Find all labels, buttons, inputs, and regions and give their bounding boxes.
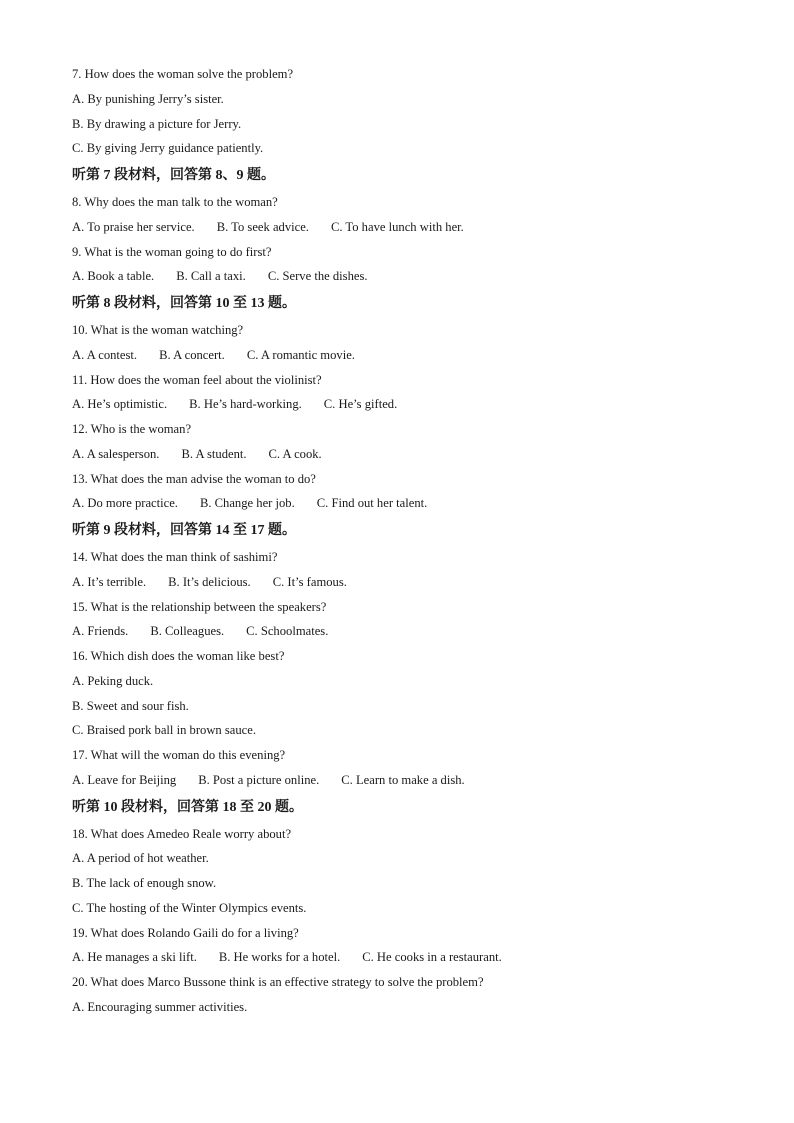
question-text: 15. What is the relationship between the speakers? bbox=[72, 599, 327, 614]
question-text: 20. What does Marco Bussone think is an effective strategy to solve the problem? bbox=[72, 975, 484, 989]
answer-option: B. Change her job. bbox=[199, 496, 295, 511]
answer-option: B. It’s delicious. bbox=[168, 574, 251, 589]
answer-option: A. Do more practice. bbox=[72, 496, 178, 511]
answer-option: C. Serve the dishes. bbox=[267, 269, 368, 284]
option-row bbox=[72, 136, 752, 161]
question-text: 7. How does the woman solve the problem? bbox=[72, 67, 294, 81]
answer-option: C. He’s gifted. bbox=[323, 397, 398, 412]
option-row bbox=[72, 112, 752, 137]
question-text: 8. Why does the man talk to the woman? bbox=[72, 195, 278, 209]
question-text: 11. How does the woman feel about the violinist? bbox=[72, 372, 322, 387]
answer-option: C. Find out her talent. bbox=[316, 496, 428, 511]
question-text: 13. What does the man advise the woman to do? bbox=[72, 471, 316, 486]
option-row bbox=[72, 491, 752, 516]
section-heading: 听第 8 段材料，回答第 10 至 13 题。 bbox=[72, 296, 296, 311]
answer-option: B. The lack of enough snow. bbox=[72, 876, 217, 890]
answer-option: B. Post a picture online. bbox=[198, 772, 320, 787]
answer-option: A. By punishing Jerry’s sister. bbox=[72, 91, 224, 106]
option-row bbox=[72, 392, 752, 417]
option-row bbox=[72, 768, 752, 793]
option-row bbox=[72, 995, 752, 1020]
answer-option: C. To have lunch with her. bbox=[330, 219, 464, 234]
answer-option: A. Encouraging summer activities. bbox=[72, 999, 248, 1014]
answer-option: A. A salesperson. bbox=[72, 446, 160, 461]
answer-option: A. To praise her service. bbox=[72, 219, 195, 234]
option-row bbox=[72, 945, 752, 970]
answer-option: B. To seek advice. bbox=[216, 219, 309, 234]
answer-option: B. Call a taxi. bbox=[176, 269, 246, 284]
answer-option: B. He’s hard-working. bbox=[189, 397, 302, 412]
option-row bbox=[72, 896, 752, 921]
option-row bbox=[72, 343, 752, 368]
answer-option: C. A romantic movie. bbox=[246, 347, 355, 362]
answer-option: A. A contest. bbox=[72, 347, 138, 362]
answer-option: C. A cook. bbox=[268, 446, 322, 461]
question-text: 12. Who is the woman? bbox=[72, 422, 192, 436]
answer-option: C. Braised pork ball in brown sauce. bbox=[72, 723, 256, 738]
option-row bbox=[72, 718, 752, 743]
option-row bbox=[72, 846, 752, 871]
option-row bbox=[72, 871, 752, 896]
answer-option: A. A period of hot weather. bbox=[72, 851, 209, 866]
answer-option: A. Leave for Beijing bbox=[72, 772, 177, 787]
answer-option: A. He’s optimistic. bbox=[72, 397, 168, 412]
option-row bbox=[72, 669, 752, 694]
question-text: 17. What will the woman do this evening? bbox=[72, 748, 286, 762]
option-row bbox=[72, 570, 752, 595]
answer-option: C. It’s famous. bbox=[272, 574, 347, 589]
answer-option: A. It’s terrible. bbox=[72, 574, 147, 589]
section-heading: 听第 10 段材料，回答第 18 至 20 题。 bbox=[72, 799, 303, 815]
answer-option: B. He works for a hotel. bbox=[218, 950, 341, 965]
question-text: 18. What does Amedeo Reale worry about? bbox=[72, 826, 292, 841]
section-heading: 听第 9 段材料，回答第 14 至 17 题。 bbox=[72, 523, 296, 538]
answer-option: B. A concert. bbox=[159, 347, 225, 362]
answer-option: A. Peking duck. bbox=[72, 673, 154, 688]
answer-option: B. A student. bbox=[181, 446, 247, 461]
answer-option: B. Sweet and sour fish. bbox=[72, 698, 189, 713]
answer-option: C. Schoolmates. bbox=[246, 624, 329, 639]
option-row bbox=[72, 87, 752, 112]
question-text: 14. What does the man think of sashimi? bbox=[72, 550, 278, 564]
question-text: 10. What is the woman watching? bbox=[72, 323, 244, 337]
exam-page bbox=[72, 62, 752, 1020]
answer-option: A. Friends. bbox=[72, 624, 129, 639]
option-row bbox=[72, 442, 752, 467]
answer-option: C. The hosting of the Winter Olympics events. bbox=[72, 900, 307, 915]
answer-option: C. He cooks in a restaurant. bbox=[362, 950, 502, 965]
section-heading: 听第 7 段材料，回答第 8、9 题。 bbox=[72, 168, 275, 183]
question-text: 9. What is the woman going to do first? bbox=[72, 244, 272, 259]
answer-option: A. He manages a ski lift. bbox=[72, 950, 197, 965]
answer-option: C. Learn to make a dish. bbox=[341, 772, 465, 787]
answer-option: A. Book a table. bbox=[72, 269, 155, 284]
option-row bbox=[72, 619, 752, 644]
option-row bbox=[72, 264, 752, 289]
option-row bbox=[72, 215, 752, 240]
answer-option: B. Colleagues. bbox=[150, 624, 225, 639]
option-row bbox=[72, 694, 752, 719]
question-text: 16. Which dish does the woman like best? bbox=[72, 649, 285, 663]
answer-option: C. By giving Jerry guidance patiently. bbox=[72, 141, 264, 156]
question-text: 19. What does Rolando Gaili do for a living? bbox=[72, 925, 299, 940]
answer-option: B. By drawing a picture for Jerry. bbox=[72, 116, 242, 131]
